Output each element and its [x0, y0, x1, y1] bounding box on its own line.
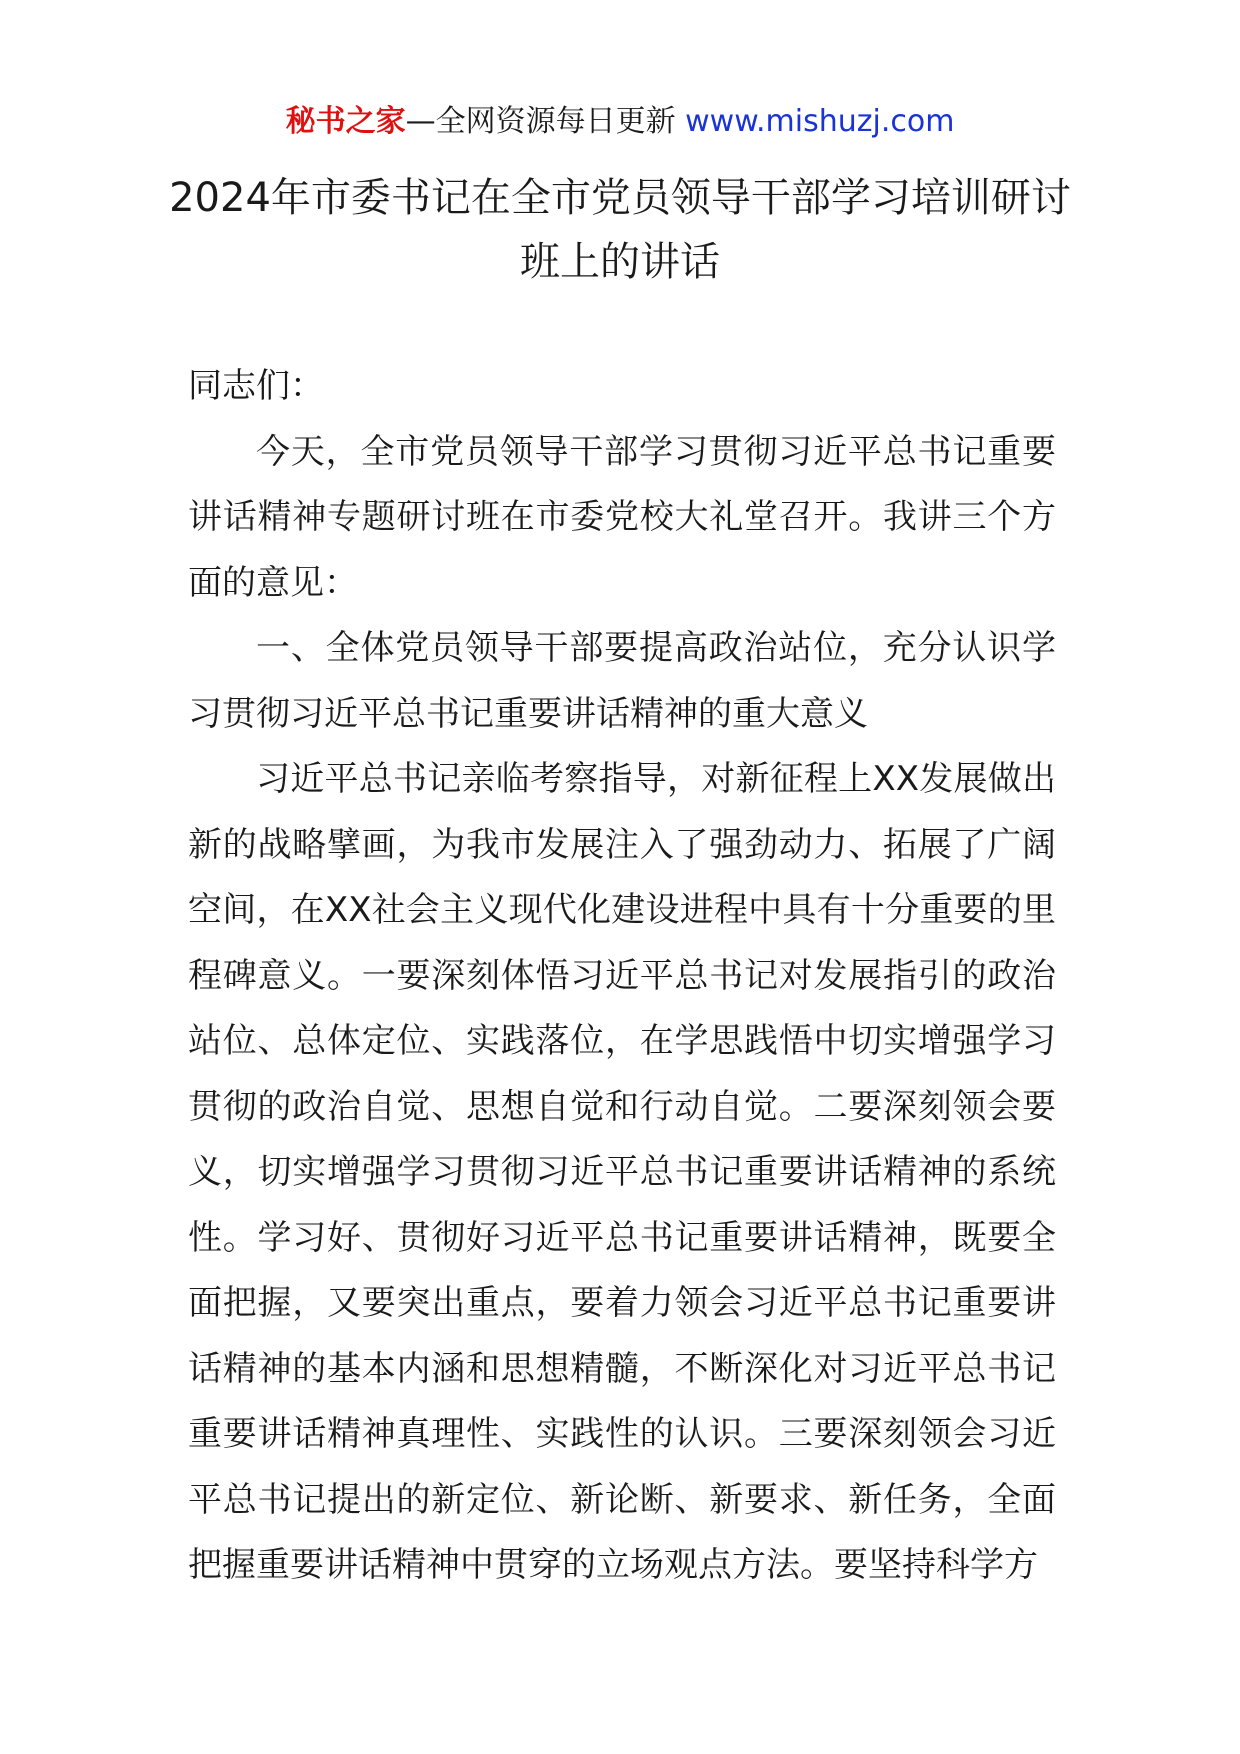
brand-url[interactable]: www.mishuzj.com: [685, 104, 955, 139]
brand-tagline: —全网资源每日更新: [405, 104, 686, 139]
section-heading-1: 一、全体党员领导干部要提高政治站位，充分认识学习贯彻习近平总书记重要讲话精神的重大意义: [188, 628, 1056, 734]
brand-name: 秘书之家: [285, 104, 406, 139]
document-title: 2024年市委书记在全市党员领导干部学习培训研讨班上的讲话: [169, 175, 1071, 285]
paragraph-intro: 今天，全市党员领导干部学习贯彻习近平总书记重要讲话精神专题研讨班在市委党校大礼堂召开。我讲三个方面的意见：: [188, 431, 1056, 603]
paragraph-body: 习近平总书记亲临考察指导，对新征程上XX发展做出新的战略擘画，为我市发展注入了强劲动力、拓展了广阔空间，在XX社会主义现代化建设进程中具有十分重要的里程碑意义。一要深刻体悟习近平总书记对发展指引的政治站位、总体定位、实践落位，在学思践悟中切实增强学习贯彻的政治自觉、思想自觉和行动自觉。二要深刻领会要义，切实增强学习贯彻习近平总书记重要讲话精神的系统性。学习好、贯彻好习近平总书记重要讲话精神，既要全面把握，又要突出重点，要着力领会习近平总书记重要讲话精神的基本内涵和思想精髓，不断深化对习近平总书记重要讲话精神真理性、实践性的认识。三要深刻领会习近平总书记提出的新定位、新论断、新要求、新任务，全面把握重要讲话精神中贯穿的立场观点方法。要坚持科学方: [188, 759, 1056, 1585]
document-body: [188, 354, 1056, 1599]
salutation: 同志们：: [188, 366, 324, 406]
watermark-header: [0, 100, 1240, 144]
